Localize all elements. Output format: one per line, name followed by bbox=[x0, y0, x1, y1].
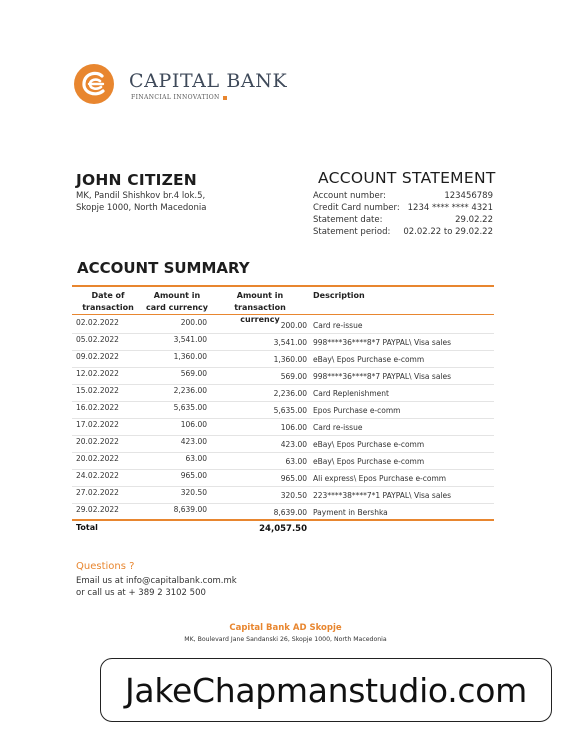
brand-tagline: FINANCIAL INNOVATION bbox=[131, 94, 227, 101]
header-bottom-rule bbox=[72, 314, 494, 315]
bank-address: MK, Boulevard Jane Sandanski 26, Skopje 1000, North Macedonia bbox=[184, 636, 387, 643]
total-value: 24,057.50 bbox=[259, 524, 307, 534]
cell-description: eBay\ Epos Purchase e-comm bbox=[313, 457, 425, 466]
cell-description: Payment in Bershka bbox=[313, 508, 388, 517]
cell-amount-card: 1,360.00 bbox=[173, 352, 207, 361]
summary-title: ACCOUNT SUMMARY bbox=[77, 259, 250, 277]
cell-amount-transaction: 5,635.00 bbox=[273, 406, 307, 415]
table-row bbox=[72, 487, 494, 504]
cell-description: Card re-issue bbox=[313, 321, 363, 330]
tagline-square-icon bbox=[223, 96, 227, 100]
cell-amount-transaction: 8,639.00 bbox=[273, 508, 307, 517]
customer-address-line2: Skopje 1000, North Macedonia bbox=[76, 203, 207, 213]
cell-amount-card: 423.00 bbox=[180, 437, 207, 446]
questions-heading: Questions ? bbox=[76, 561, 135, 572]
table-row bbox=[72, 368, 494, 385]
cell-amount-transaction: 423.00 bbox=[280, 440, 307, 449]
capital-bank-logo-icon bbox=[72, 62, 116, 106]
customer-name: JOHN CITIZEN bbox=[76, 171, 197, 189]
cell-amount-transaction: 965.00 bbox=[280, 474, 307, 483]
contact-email[interactable]: Email us at info@capitalbank.com.mk bbox=[76, 576, 237, 586]
contact-phone[interactable]: or call us at + 389 2 3102 500 bbox=[76, 588, 206, 598]
cell-amount-card: 8,639.00 bbox=[173, 505, 207, 514]
cell-date: 17.02.2022 bbox=[76, 420, 119, 429]
table-row bbox=[72, 334, 494, 351]
table-row bbox=[72, 351, 494, 368]
table-row bbox=[72, 419, 494, 436]
cell-date: 15.02.2022 bbox=[76, 386, 119, 395]
cell-amount-transaction: 63.00 bbox=[285, 457, 307, 466]
table-row bbox=[72, 453, 494, 470]
cell-amount-card: 106.00 bbox=[180, 420, 207, 429]
table-row bbox=[72, 436, 494, 453]
cell-amount-card: 320.50 bbox=[180, 488, 207, 497]
cell-date: 20.02.2022 bbox=[76, 454, 119, 463]
table-row bbox=[72, 470, 494, 487]
cell-date: 02.02.2022 bbox=[76, 318, 119, 327]
cell-description: 223****38****7*1 PAYPAL\ Visa sales bbox=[313, 491, 452, 500]
cell-description: Card re-issue bbox=[313, 423, 363, 432]
cell-amount-transaction: 3,541.00 bbox=[273, 338, 307, 347]
cell-description: Card Replenishment bbox=[313, 389, 389, 398]
cell-amount-transaction: 2,236.00 bbox=[273, 389, 307, 398]
cell-description: 998****36****8*7 PAYPAL\ Visa sales bbox=[313, 338, 452, 347]
header-date: Date of transaction bbox=[82, 291, 134, 312]
cell-amount-transaction: 320.50 bbox=[280, 491, 307, 500]
customer-address-line1: MK, Pandil Shishkov br.4 lok.5, bbox=[76, 191, 206, 201]
watermark-text: JakeChapmanstudio.com bbox=[124, 670, 528, 710]
cell-amount-card: 2,236.00 bbox=[173, 386, 207, 395]
cell-date: 27.02.2022 bbox=[76, 488, 119, 497]
brand-name: CAPITAL BANK bbox=[129, 70, 288, 92]
cell-amount-card: 5,635.00 bbox=[173, 403, 207, 412]
table-top-rule bbox=[72, 285, 494, 287]
table-row bbox=[72, 317, 494, 334]
table-row bbox=[72, 402, 494, 419]
cell-amount-card: 200.00 bbox=[180, 318, 207, 327]
cell-description: eBay\ Epos Purchase e-comm bbox=[313, 440, 425, 449]
header-description: Description bbox=[313, 291, 365, 300]
cell-amount-transaction: 200.00 bbox=[280, 321, 307, 330]
cell-amount-card: 965.00 bbox=[180, 471, 207, 480]
header-amount-transaction: Amount in transaction currency bbox=[234, 291, 286, 324]
cell-amount-transaction: 106.00 bbox=[280, 423, 307, 432]
cell-description: Ali express\ Epos Purchase e-comm bbox=[313, 474, 447, 483]
watermark-box bbox=[100, 658, 552, 722]
cell-date: 16.02.2022 bbox=[76, 403, 119, 412]
cell-description: Epos Purchase e-comm bbox=[313, 406, 401, 415]
cell-description: 998****36****8*7 PAYPAL\ Visa sales bbox=[313, 372, 452, 381]
cell-date: 09.02.2022 bbox=[76, 352, 119, 361]
cell-amount-transaction: 569.00 bbox=[280, 372, 307, 381]
cell-amount-card: 569.00 bbox=[180, 369, 207, 378]
table-row bbox=[72, 385, 494, 402]
cell-date: 29.02.2022 bbox=[76, 505, 119, 514]
total-label: Total bbox=[76, 523, 98, 532]
bank-legal-name: Capital Bank AD Skopje bbox=[229, 623, 342, 633]
cell-amount-transaction: 1,360.00 bbox=[273, 355, 307, 364]
statement-title: ACCOUNT STATEMENT bbox=[318, 169, 496, 187]
cell-description: eBay\ Epos Purchase e-comm bbox=[313, 355, 425, 364]
cell-date: 12.02.2022 bbox=[76, 369, 119, 378]
cell-date: 20.02.2022 bbox=[76, 437, 119, 446]
cell-date: 05.02.2022 bbox=[76, 335, 119, 344]
table-bottom-rule bbox=[72, 519, 494, 521]
cell-amount-card: 63.00 bbox=[185, 454, 207, 463]
header-amount-card: Amount in card currency bbox=[145, 291, 208, 312]
cell-date: 24.02.2022 bbox=[76, 471, 119, 480]
cell-amount-card: 3,541.00 bbox=[173, 335, 207, 344]
